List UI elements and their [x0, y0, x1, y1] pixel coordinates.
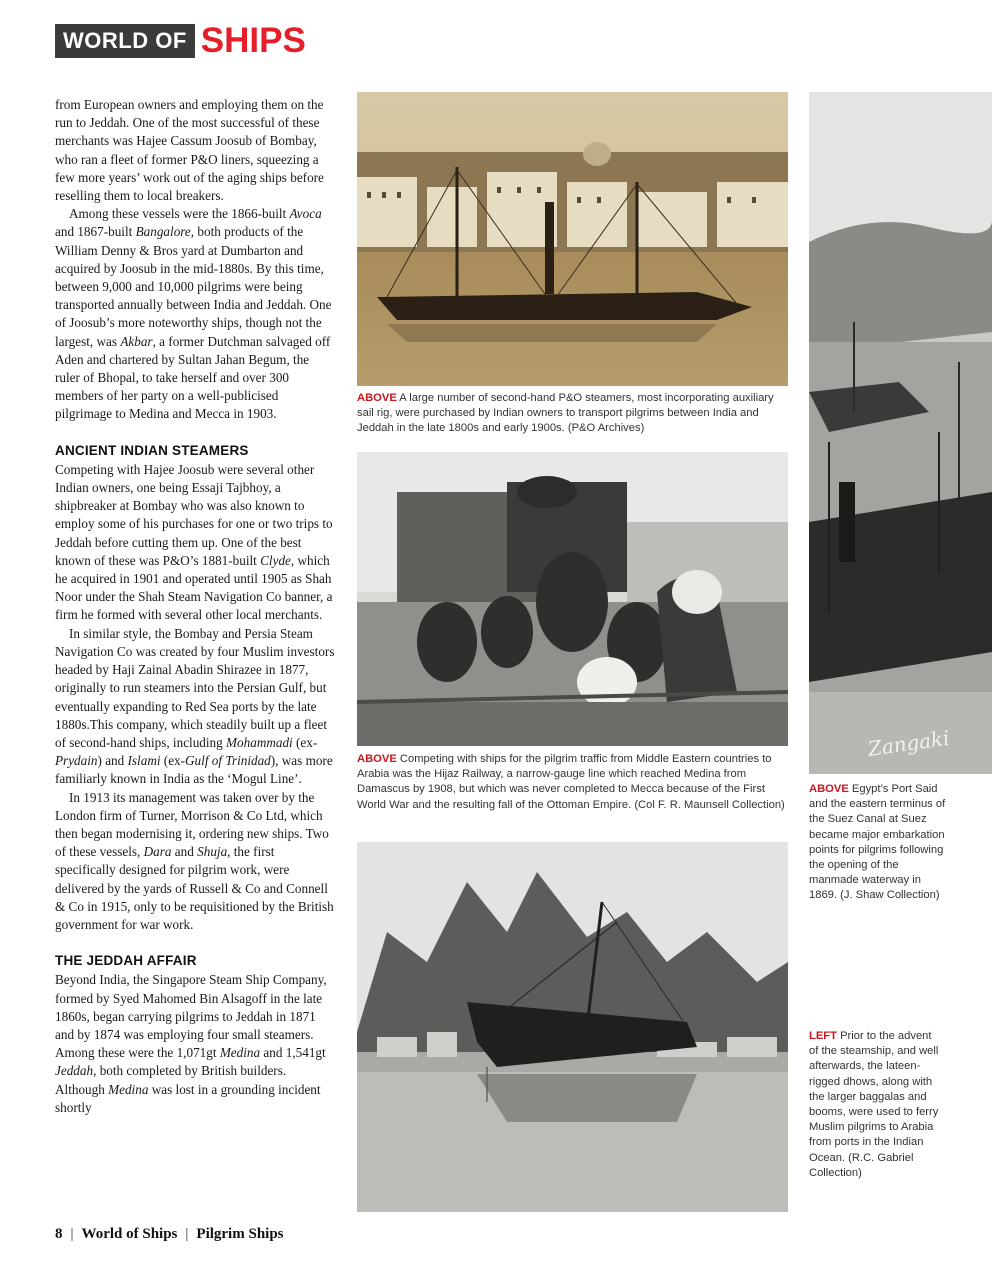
caption-steamer: ABOVE A large number of second-hand P&O steamers, most incorporating auxiliary sail rig, were purchased by Indian owners to transport pilgrims between India and Jeddah in the late 1800s and early 1900s. (P&O Archives) — [357, 392, 774, 435]
ship-name: Akbar — [120, 333, 153, 349]
article-body — [55, 96, 337, 1117]
magazine-name: World of Ships — [81, 1226, 178, 1242]
caption-label: ABOVE — [809, 783, 849, 795]
section-name: Pilgrim Ships — [196, 1226, 284, 1242]
ship-name: Gulf of Trinidad — [185, 753, 271, 769]
paragraph-5: In 1913 its management was taken over by the London firm of Turner, Morrison & Co Ltd, which then began modernising it, ordering new ships. Two of these vessels, Dara and Shuja, the first specifically designed for pilgrim work, were delivered by the yards of Russell & Co and Connell & Co in 1915, only to be requisitioned by the British government for war work. — [55, 789, 334, 932]
heading-ancient-indian-steamers: ANCIENT INDIAN STEAMERS — [55, 442, 249, 458]
caption-label: LEFT — [809, 1030, 837, 1042]
paragraph-4: In similar style, the Bombay and Persia Steam Navigation Co was created by four Muslim investors headed by Haji Zainal Abadin Shirazee in 1877, originally to run steamers into the Persian Gulf, but eventually expanding to Red Sea ports by the late 1880s.This company, which steadily built up a fleet of second-hand ships, including Mohammadi (ex-Prydain) and Islami (ex-Gulf of Trinidad), was more familiarly known in India as the ‘Mogul Line’. — [55, 625, 335, 787]
heading-the-jeddah-affair: THE JEDDAH AFFAIR — [55, 953, 197, 969]
caption-hijaz-railway: ABOVE Competing with ships for the pilgrim traffic from Middle Eastern countries to Arabia was the Hijaz Railway, a narrow-gauge line which reached Medina from Damascus by 1908, but which was never completed to Mecca because of the First World War and the resulting fall of the Ottoman Empire. (Col F. R. Maunsell Collection) — [357, 753, 785, 811]
caption-label: ABOVE — [357, 753, 397, 765]
masthead-ships: SHIPS — [200, 21, 306, 60]
ship-name: Dara — [143, 844, 172, 860]
ship-name: Avoca — [289, 206, 322, 222]
ship-name: Prydain — [55, 753, 98, 769]
photo-steamer-harbour — [357, 92, 788, 386]
paragraph-2: Among these vessels were the 1866-built Avoca and 1867-built Bangalore, both products of the William Denny & Bros yard at Dumbarton and acquired by Joosub in the mid-1880s. By this time, between 9,000 and 10,000 pilgrims were being transported annually between India and Jeddah. One of Joosub’s more noteworthy ships, though not the largest, was Akbar, a former Dutchman salvaged off Aden and chartered by Sultan Jahan Begum, the ruler of Bhopal, to take herself and over 300 members of her party on a well-publicised pilgrimage to Medina and Mecca in 1903. — [55, 206, 332, 422]
caption-port-said: ABOVE Egypt’s Port Said and the eastern terminus of the Suez Canal at Suez became major embarkation points for pilgrims following the opening of the manmade waterway in 1869. (J. Shaw Collection) — [809, 783, 946, 902]
page-number: 8 — [55, 1226, 63, 1242]
ship-name: Mohammadi — [226, 734, 293, 750]
ship-name: Medina — [219, 1045, 261, 1061]
photo-port-said — [809, 92, 992, 774]
ship-name: Clyde — [260, 552, 291, 568]
page-footer — [55, 1226, 284, 1243]
photo-signature: Zangaki — [866, 725, 951, 761]
ship-name: Shuja — [197, 844, 228, 860]
masthead — [55, 21, 306, 60]
masthead-world-of: WORLD OF — [55, 24, 195, 58]
paragraph-3: Competing with Hajee Joosub were several other Indian owners, one being Essaji Tajbhoy, a shipbreaker at Bombay who was also known to employ some of his purchases for one or two trips to Jeddah before cutting them up. One of the best known of these was P&O’s 1881-built Clyde, which he acquired in 1901 and operated until 1905 as Shah Noor under the Shah Steam Navigation Co banner, a firm he formed with several other local merchants. — [55, 461, 333, 623]
paragraph-6: Beyond India, the Singapore Steam Ship Company, formed by Syed Mahomed Bin Alsagoff in the late 1860s, began carrying pilgrims to Jeddah in 1871 and by 1874 was employing four small steamers. Among these were the 1,071gt Medina and 1,541gt Jeddah, both completed by British builders. Although Medina was lost in a grounding incident shortly — [55, 972, 327, 1115]
ship-name: Jeddah — [55, 1063, 94, 1079]
ship-name: Islami — [127, 753, 161, 769]
footer-separator: | — [70, 1226, 74, 1242]
caption-label: ABOVE — [357, 392, 397, 404]
photo-hijaz-railway — [357, 452, 788, 746]
paragraph-1: from European owners and employing them on the run to Jeddah. One of the most successful of these merchants was Hajee Cassum Joosub of Bombay, who ran a fleet of former P&O liners, squeezing a few more years’ work out of the aging ships before reselling them to local breakers. — [55, 97, 324, 204]
footer-separator: | — [185, 1226, 189, 1242]
ship-name: Bangalore — [135, 224, 191, 240]
caption-dhow: LEFT Prior to the advent of the steamship, and well afterwards, the lateen-rigged dhows, along with the larger baggalas and booms, were used to ferry Muslim pilgrims to Arabia from ports in the Indian Ocean. (R.C. Gabriel Collection) — [809, 1030, 939, 1179]
ship-name: Medina — [108, 1081, 149, 1097]
photo-dhow — [357, 842, 788, 1212]
